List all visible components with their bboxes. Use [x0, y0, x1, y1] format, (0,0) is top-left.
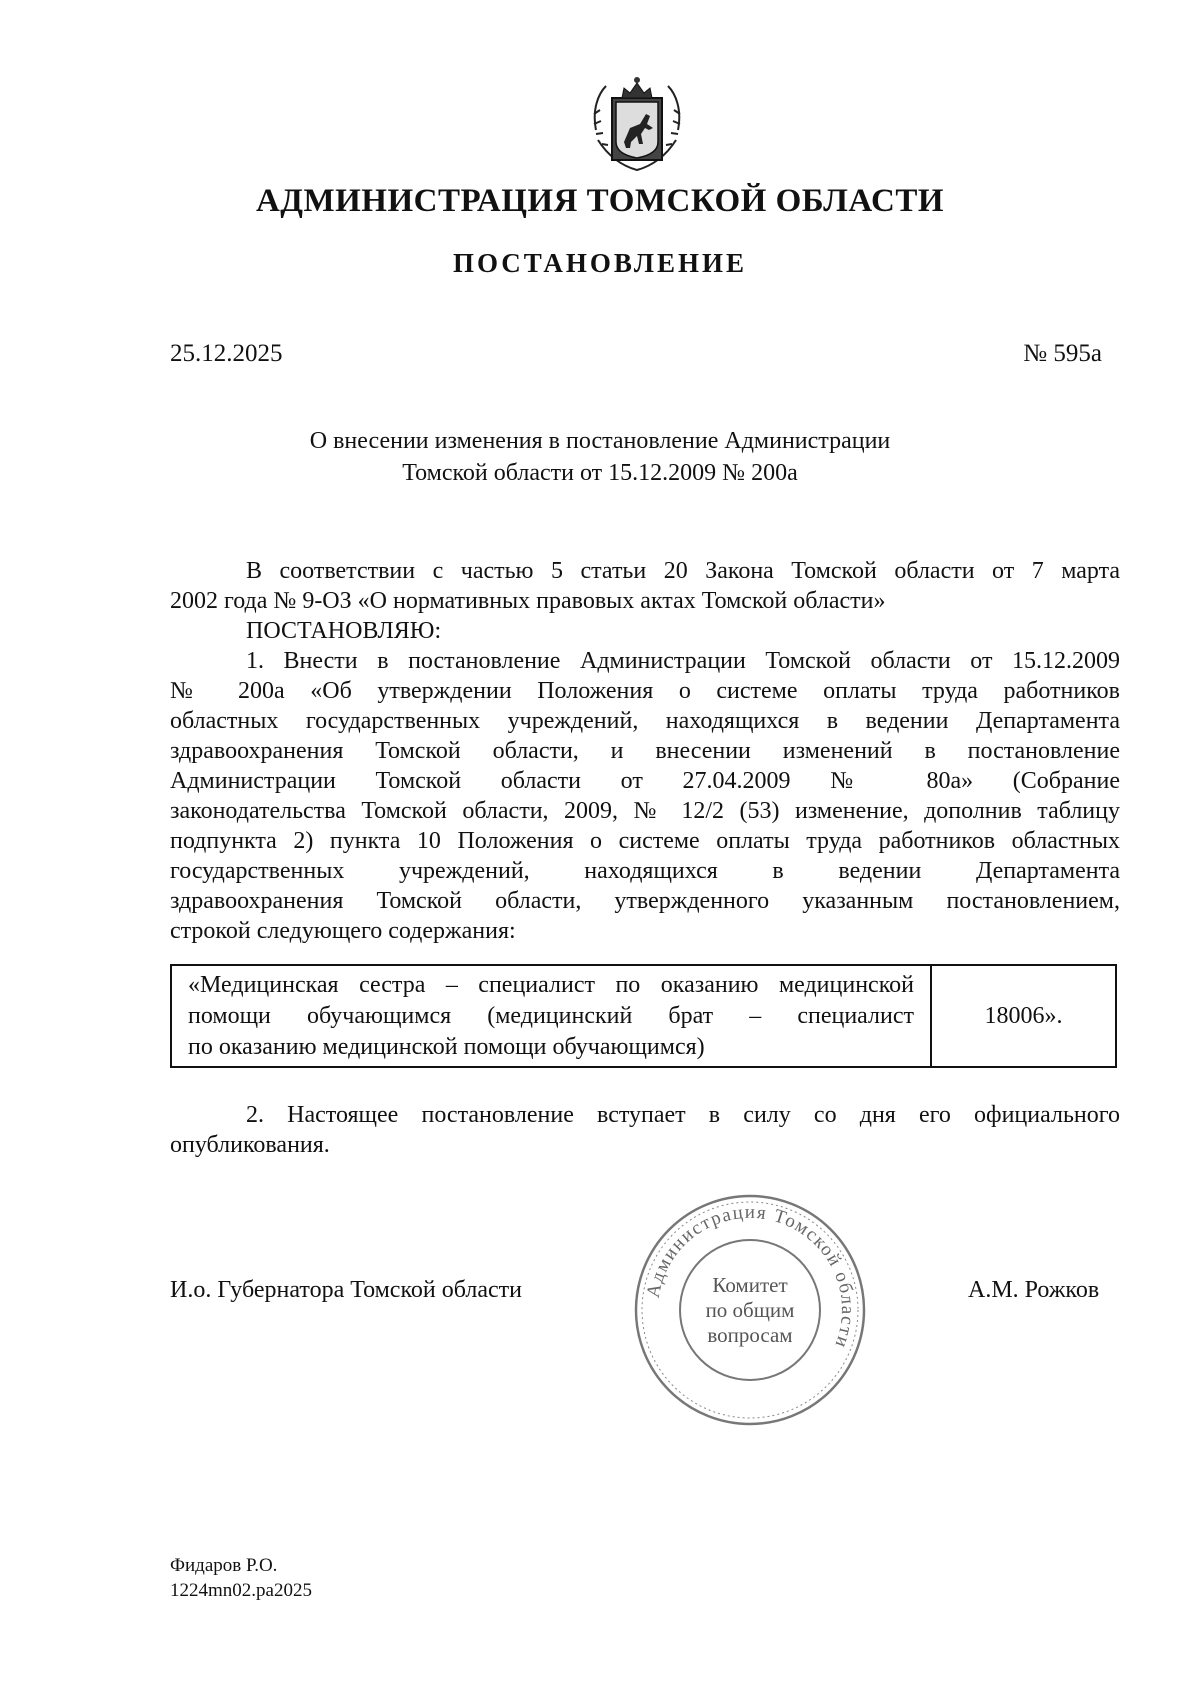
stamp-center-line: вопросам [707, 1323, 793, 1347]
document-number: № 595а [1023, 340, 1102, 367]
subject-line: Томской области от 15.12.2009 № 200а [402, 460, 798, 486]
document-subject [0, 425, 1200, 489]
official-stamp [630, 1190, 870, 1430]
position-line: по оказанию медицинской помощи обучающимся) [188, 1034, 705, 1060]
item-line: Администрации Томской области от 27.04.2009 № 80а» (Собрание [170, 768, 1120, 794]
executor-block [170, 1553, 312, 1603]
signer-name: А.М. Рожков [968, 1277, 1100, 1303]
preamble [170, 556, 1120, 646]
item-line: 1. Внести в постановление Администрации Томской области от 15.12.2009 [246, 648, 1120, 674]
item-line: опубликования. [170, 1132, 330, 1158]
signer-title: И.о. Губернатора Томской области [170, 1277, 522, 1303]
position-line: «Медицинская сестра – специалист по оказанию медицинской [188, 972, 914, 998]
preamble-line: В соответствии с частью 5 статьи 20 Закона Томской области от 7 марта [246, 558, 1120, 584]
preamble-line: 2002 года № 9-ОЗ «О нормативных правовых актах Томской области» [170, 588, 886, 614]
position-line: помощи обучающимся (медицинский брат – специалист [188, 1003, 914, 1029]
item-line: областных государственных учреждений, находящихся в ведении Департамента [170, 708, 1120, 734]
item-line: законодательства Томской области, 2009, № 12/2 (53) изменение, дополнив таблицу [170, 798, 1120, 824]
organization-title: АДМИНИСТРАЦИЯ ТОМСКОЙ ОБЛАСТИ [255, 183, 945, 219]
stamp-center-line: Комитет [712, 1273, 788, 1297]
item-1 [170, 646, 1120, 946]
stamp-ring-text: Администрация Томской области [642, 1201, 859, 1352]
item-line: здравоохранения Томской области, утвержденного указанным постановлением, [170, 888, 1120, 914]
item-line: здравоохранения Томской области, и внесении изменений в постановление [170, 738, 1120, 764]
amendment-table-row [170, 964, 1117, 1068]
stamp-center-line: по общим [705, 1298, 795, 1322]
resolve-word: ПОСТАНОВЛЯЮ: [246, 618, 442, 644]
subject-line: О внесении изменения в постановление Администрации [309, 428, 891, 454]
salary-cell: 18006». [984, 1002, 1063, 1029]
item-line: 2. Настоящее постановление вступает в силу со дня его официального [246, 1102, 1120, 1128]
item-line: подпункта 2) пункта 10 Положения о системе оплаты труда работников областных [170, 828, 1120, 854]
document-type-heading: ПОСТАНОВЛЕНИЕ [452, 248, 748, 278]
item-2 [170, 1100, 1120, 1160]
executor-name: Фидаров Р.О. [170, 1555, 278, 1576]
item-line: государственных учреждений, находящихся в ведении Департамента [170, 858, 1120, 884]
file-code: 1224mn02.pa2025 [170, 1580, 312, 1601]
position-cell [172, 966, 932, 1066]
item-line: строкой следующего содержания: [170, 918, 516, 944]
document-date: 25.12.2025 [170, 340, 283, 367]
item-line: № 200а «Об утверждении Положения о системе оплаты труда работников [170, 678, 1120, 704]
tomsk-coat-of-arms-icon [582, 70, 692, 180]
